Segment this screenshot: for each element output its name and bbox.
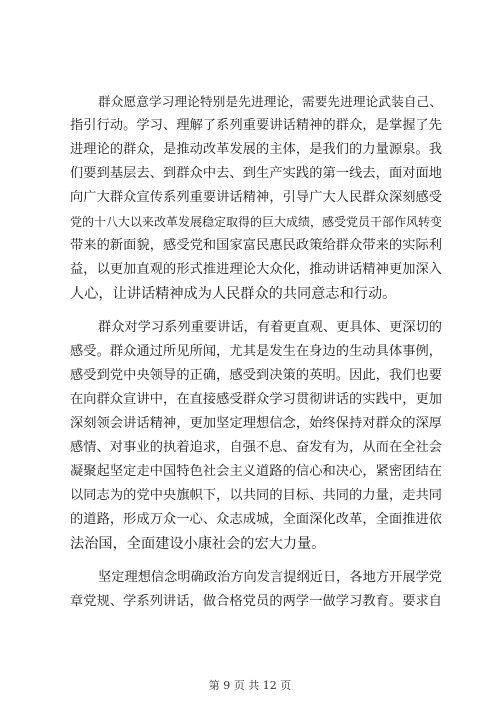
text-line: 感受到党中央领导的正确，感受到决策的英明。因此，我们也要 (70, 368, 442, 383)
text-line: 党的十八大以来改革发展稳定取得的巨大成绩，感受党员干部作风转变 (70, 215, 442, 229)
text-line: 进理论的群众，是推动改革发展的主体，是我们的力量源泉。我 (70, 142, 442, 157)
text-line: 以同志为的党中央旗帜下，以共同的目标、共同的力量，走共同 (70, 488, 442, 503)
text-line: 在向群众宣讲中，在直接感受群众学习贯彻讲话的实践中，更加 (70, 392, 442, 407)
text-line: 的道路，形成万众一心、众志成城，全面深化改革，全面推进依 (70, 512, 442, 527)
text-line: 带来的新面貌，感受党和国家富民惠民政策给群众带来的实际利 (70, 238, 442, 253)
text-line: 感受。群众通过所见所闻，尤其是发生在身边的生动具体事例， (70, 344, 442, 359)
text-line: 坚定理想信念明确政治方向发言提纲近日，各地方开展学党 (98, 570, 442, 585)
page-footer: 第 9 页 共 12 页 (208, 679, 292, 692)
text-line: 群众对学习系列重要讲话，有着更直观、更具体、更深切的 (98, 320, 442, 335)
text-line: 法治国，全面建设小康社会的宏大力量。 (70, 536, 326, 552)
text-line: 感情、对事业的执着追求，自强不息、奋发有为，从而在全社会 (70, 440, 442, 455)
text-line: 们要到基层去、到群众中去、到生产实践的第一线去，面对面地 (70, 166, 442, 181)
text-line: 深刻领会讲话精神，更加坚定理想信念，始终保持对群众的深厚 (70, 416, 442, 431)
text-line: 人心，让讲话精神成为人民群众的共同意志和行动。 (70, 286, 397, 302)
text-line: 凝聚起坚定走中国特色社会主义道路的信心和决心，紧密团结在 (70, 464, 442, 479)
text-line: 章党规、学系列讲话，做合格党员的两学一做学习教育。要求自 (70, 594, 442, 609)
text-line: 群众愿意学习理论特别是先进理论，需要先进理论武装自己、 (98, 94, 442, 109)
text-line: 向广大群众宣传系列重要讲话精神，引导广大人民群众深刻感受 (70, 190, 442, 205)
text-line: 益，以更加直观的形式推进理论大众化，推动讲话精神更加深入 (70, 262, 442, 277)
text-line: 指引行动。学习、理解了系列重要讲话精神的群众，是掌握了先 (70, 118, 442, 133)
